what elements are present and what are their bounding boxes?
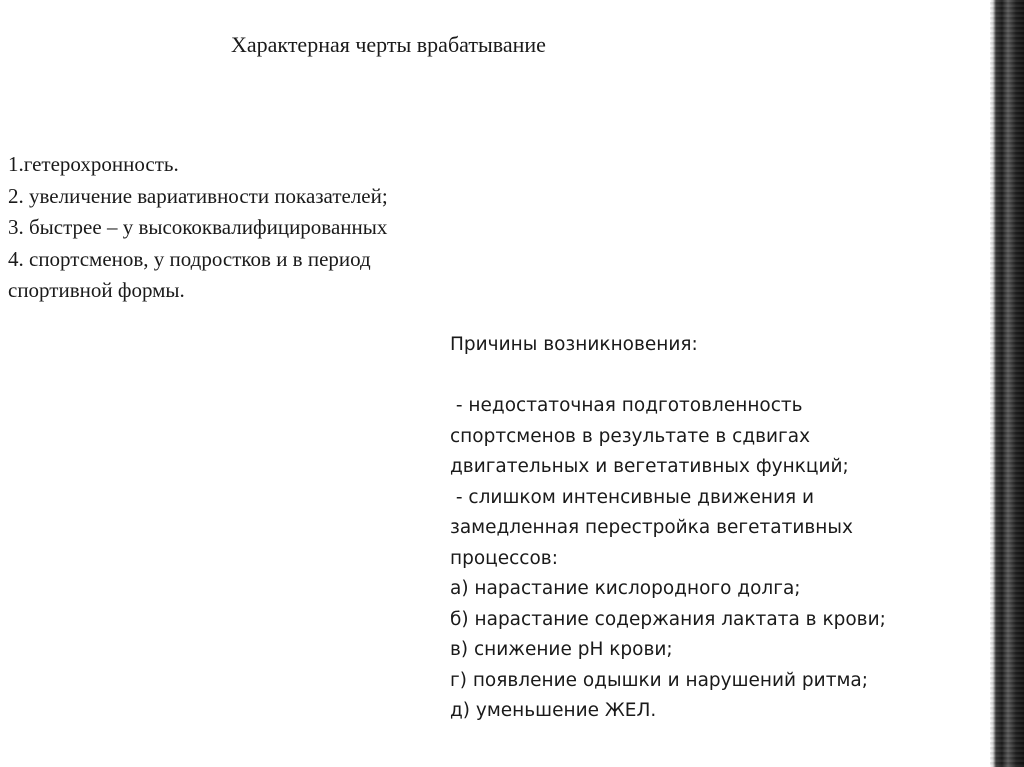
causes-line: в) снижение рН крови;	[450, 639, 673, 660]
causes-line: г) появление одышки и нарушений ритма;	[450, 669, 869, 691]
causes-line: - недостаточная подготовленность	[450, 395, 803, 416]
features-list	[8, 149, 488, 307]
slide-edge-border	[990, 0, 1024, 767]
causes-line: а) нарастание кислородного долга;	[450, 578, 801, 599]
feature-item: 3. быстрее – у высококвалифицированных	[8, 215, 388, 239]
causes-line: - слишком интенсивные движения и	[450, 486, 815, 508]
causes-line: замедленная перестройка вегетативных	[450, 517, 853, 538]
feature-item: 1.гетерохронность.	[8, 152, 179, 176]
causes-block	[450, 330, 980, 727]
causes-line: спортсменов в результате в сдвигах	[450, 425, 811, 447]
causes-line: процессов:	[450, 547, 558, 569]
slide-title: Характерная черты врабатывание	[231, 32, 546, 57]
causes-line: двигательных и вегетативных функций;	[450, 456, 849, 477]
causes-line: д) уменьшение ЖЕЛ.	[450, 700, 657, 721]
feature-item: 4. спортсменов, у подростков и в период	[8, 246, 371, 271]
feature-item: спортивной формы.	[8, 278, 185, 302]
feature-item: 2. увеличение вариативности показателей;	[8, 183, 388, 208]
causes-line: б) нарастание содержания лактата в крови;	[450, 608, 886, 630]
causes-line	[450, 361, 980, 392]
causes-heading: Причины возникновения:	[450, 334, 698, 355]
